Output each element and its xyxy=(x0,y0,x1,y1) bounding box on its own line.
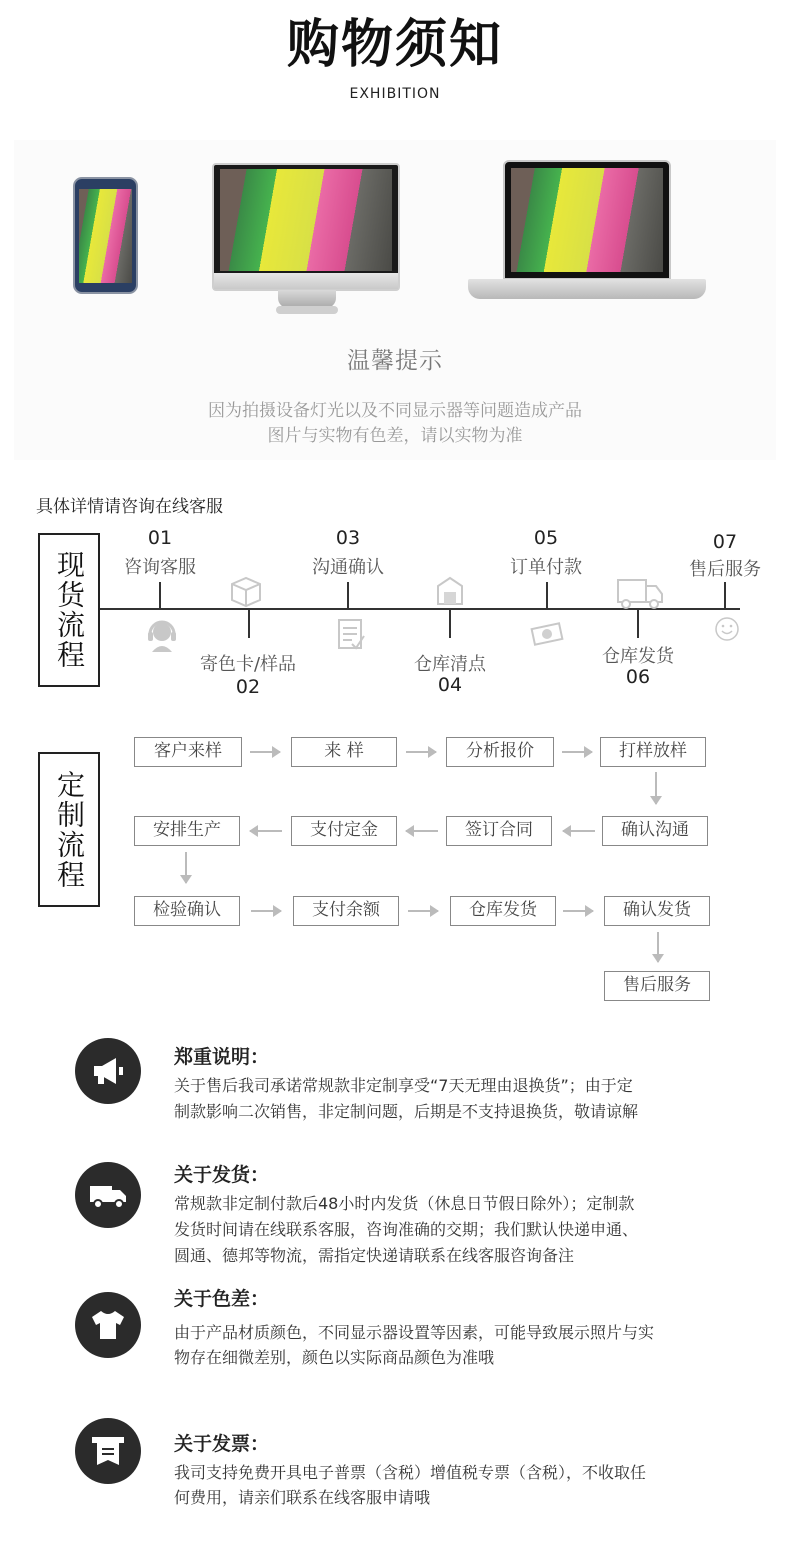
custom-step-12: 确认发货 xyxy=(604,896,710,926)
money-icon xyxy=(528,614,568,654)
step-06-number: 06 xyxy=(625,666,651,688)
step-04-tick xyxy=(449,610,451,638)
notice-title: 关于色差： xyxy=(174,1288,270,1310)
step-03-label: 沟通确认 xyxy=(312,557,384,578)
stock-process-label: 现货流程 xyxy=(38,533,100,687)
arrow-right xyxy=(408,910,438,912)
laptop-device-image xyxy=(503,160,671,280)
custom-step-6: 签订合同 xyxy=(446,816,552,846)
custom-step-4: 打样放样 xyxy=(600,737,706,767)
desktop-monitor-image xyxy=(212,163,400,291)
step-04-number: 04 xyxy=(437,674,463,696)
laptop-base xyxy=(468,279,706,299)
step-07-tick xyxy=(724,582,726,610)
arrow-right xyxy=(563,910,593,912)
monitor-base xyxy=(276,306,338,314)
custom-process-label: 定制流程 xyxy=(38,752,100,907)
custom-step-2: 来 样 xyxy=(291,737,397,767)
step-05-number: 05 xyxy=(533,527,559,549)
notice-icon-circle xyxy=(75,1162,141,1228)
notice-body-line: 制款影响二次销售，非定制问题，后期是不支持退换货，敬请谅解 xyxy=(174,1102,639,1121)
tips-line-2: 图片与实物有色差，请以实物为准 xyxy=(267,426,523,446)
page-subtitle: EXHIBITION xyxy=(349,86,441,102)
step-06-label: 仓库发货 xyxy=(602,646,674,667)
notice-title: 关于发票： xyxy=(174,1433,270,1455)
notice-body-line: 常规款非定制付款后48小时内发货（休息日节假日除外）；定制款 xyxy=(174,1194,635,1213)
custom-step-5: 确认沟通 xyxy=(602,816,708,846)
arrow-right xyxy=(250,751,280,753)
phone-device-image xyxy=(73,177,138,294)
page-title: 购物须知 xyxy=(286,15,503,75)
arrow-left xyxy=(563,830,595,832)
notice-body-line: 关于售后我司承诺常规款非定制享受“7天无理由退换货”；由于定 xyxy=(174,1076,633,1095)
arrow-right xyxy=(562,751,592,753)
package-box-icon xyxy=(226,570,266,610)
arrow-down xyxy=(657,932,659,962)
step-01-label: 咨询客服 xyxy=(124,557,196,578)
step-07-label: 售后服务 xyxy=(689,559,761,580)
arrow-down xyxy=(185,852,187,883)
notice-body-line: 由于产品材质颜色，不同显示器设置等因素，可能导致展示照片与实 xyxy=(174,1323,655,1342)
notice-title: 郑重说明： xyxy=(174,1046,270,1068)
custom-step-10: 支付余额 xyxy=(293,896,399,926)
truck-icon xyxy=(88,1175,128,1215)
step-01-tick xyxy=(159,582,161,610)
notice-icon-circle xyxy=(75,1418,141,1484)
step-03-tick xyxy=(347,582,349,610)
notice-icon-circle xyxy=(75,1292,141,1358)
step-03-number: 03 xyxy=(335,527,361,549)
step-02-label: 寄色卡/样品 xyxy=(199,654,297,675)
custom-step-8: 安排生产 xyxy=(134,816,240,846)
receipt-icon xyxy=(88,1431,128,1471)
step-04-label: 仓库清点 xyxy=(414,654,486,675)
notice-body-line: 何费用，请亲们联系在线客服申请哦 xyxy=(174,1488,431,1507)
step-06-tick xyxy=(637,610,639,638)
step-02-number: 02 xyxy=(235,676,261,698)
arrow-left xyxy=(406,830,438,832)
arrow-right xyxy=(251,910,281,912)
custom-step-11: 仓库发货 xyxy=(450,896,556,926)
custom-step-7: 支付定金 xyxy=(291,816,397,846)
notice-title: 关于发货： xyxy=(174,1164,270,1186)
notice-body-line: 物存在细微差别，颜色以实际商品颜色为准哦 xyxy=(174,1348,495,1367)
notice-body-line: 我司支持免费开具电子普票（含税）增值税专票（含税），不收取任 xyxy=(174,1463,647,1482)
custom-step-13: 售后服务 xyxy=(604,971,710,1001)
custom-step-9: 检验确认 xyxy=(134,896,240,926)
tshirt-icon xyxy=(88,1305,128,1345)
notice-body-line: 发货时间请在线联系客服，咨询准确的交期；我们默认快递申通、 xyxy=(174,1220,639,1239)
arrow-down xyxy=(655,772,657,804)
smiley-icon xyxy=(714,616,740,642)
step-02-tick xyxy=(248,610,250,638)
arrow-left xyxy=(250,830,282,832)
step-07-number: 07 xyxy=(712,531,738,553)
checklist-icon xyxy=(330,614,370,654)
megaphone-icon xyxy=(88,1051,128,1091)
arrow-right xyxy=(406,751,436,753)
custom-step-1: 客户来样 xyxy=(134,737,242,767)
warehouse-icon xyxy=(430,570,470,610)
step-01-number: 01 xyxy=(147,527,173,549)
consult-online-text: 具体详情请咨询在线客服 xyxy=(36,497,223,517)
notice-body-line: 圆通、德邦等物流，需指定快递请联系在线客服咨询备注 xyxy=(174,1246,575,1265)
step-05-label: 订单付款 xyxy=(510,557,582,578)
custom-step-3: 分析报价 xyxy=(446,737,554,767)
tips-title: 温馨提示 xyxy=(347,348,443,374)
notice-icon-circle xyxy=(75,1038,141,1104)
customer-service-icon xyxy=(142,614,182,654)
step-05-tick xyxy=(546,582,548,610)
tips-line-1: 因为拍摄设备灯光以及不同显示器等问题造成产品 xyxy=(208,401,582,421)
